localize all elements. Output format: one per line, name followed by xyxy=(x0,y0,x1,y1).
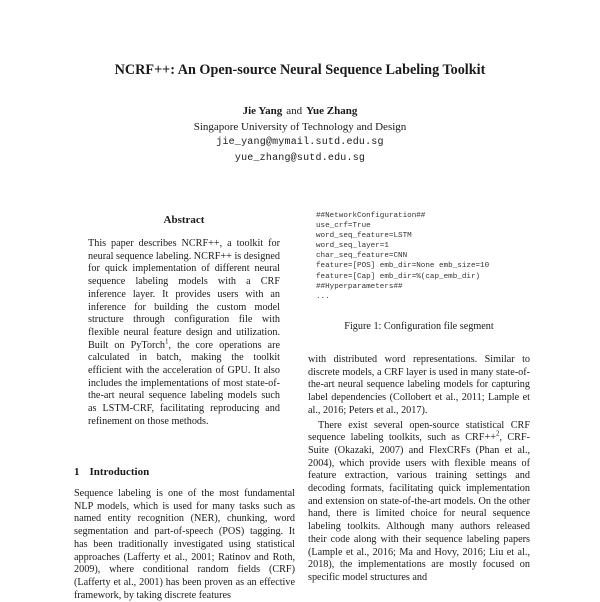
author-email-2: yue_zhang@sutd.edu.sg xyxy=(234,152,366,164)
abstract-text-part2: , the core operations are calculated in batch, making the toolkit efficient with the acceleration of GPU. It also includes the implementations of most state-of-the-art neural sequence labeling models such as LSTM-CRF, facilitating reproducing and refinement on those methods. xyxy=(88,339,280,427)
code-line: feature=[POS] emb_dir=None emb_size=10 xyxy=(316,262,490,271)
author-block xyxy=(0,104,600,166)
code-line: ... xyxy=(316,292,330,301)
author-name-1: Jie Yang xyxy=(242,105,283,117)
paper-title: NCRF++: An Open-source Neural Sequence Labeling Toolkit xyxy=(114,62,486,78)
introduction-text: Sequence labeling is one of the most fundamental NLP models, which is used for many tasks such as named entity recognition (NER), chunking, word segmentation and part-of-speech (POS) tagging. It has been traditionally investigated using statistical approaches (Lafferty et al., 2001; Ratinov and Roth, 2009), where conditional random fields (CRF) (Lafferty et al., 2001) has been proven as an effective framework, by taking discrete features xyxy=(74,488,295,601)
code-line: char_seq_feature=CNN xyxy=(316,252,408,261)
abstract-text-part1: This paper describes NCRF++, a toolkit for neural sequence labeling. NCRF++ is designed for quick implementation of different neural sequence labeling models with a CRF inference layer. It provides users with an inference for building the custom model structure through configuration file with flexible neural feature design and utilization. Built on PyTorch xyxy=(88,238,280,351)
author-and: and xyxy=(286,105,303,117)
footnote-marker-1: 1 xyxy=(165,337,169,346)
paragraph-part2: , CRF-Suite (Okazaki, 2007) and FlexCRFs (Phan et al., 2004), which provide users with flexible means of feature extraction, various training settings and decoding formats, facilitating quick implementation and extension on state-of-the-art models. On the other hand, there is limited choice for neural sequence labeling toolkits. Although many authors released their code along with their sequence labeling papers (Lample et al., 2016; Ma and Hovy, 2016; Liu et al., 2018), the implementations are mostly focused on specific model structures and xyxy=(308,432,531,583)
author-names xyxy=(0,104,600,120)
code-line: ##NetworkConfiguration## xyxy=(316,212,426,220)
abstract-heading: Abstract xyxy=(163,214,205,226)
code-line: use_crf=True xyxy=(316,222,371,231)
footnote-marker-2: 2 xyxy=(495,429,500,438)
author-name-2: Yue Zhang xyxy=(306,105,358,117)
section-heading-introduction xyxy=(74,466,294,478)
abstract-text xyxy=(88,238,280,429)
code-line: word_seq_feature=LSTM xyxy=(316,232,412,241)
config-code-block xyxy=(316,211,526,302)
paragraph: with distributed word representations. Similar to discrete models, a CRF layer is used in many state-of-the-art neural sequence labeling models for capturing label dependencies (Collobert et al., 2011; Lample et al., 2016; Peters et al., 2017). xyxy=(308,354,530,416)
section-number: 1 xyxy=(74,466,80,478)
section-title: Introduction xyxy=(89,466,150,478)
paragraph-part1: There exist several open-source statistical CRF sequence labeling toolkits, such as CRF++ xyxy=(308,419,530,444)
paragraph xyxy=(308,420,530,585)
code-line: ##Hyperparameters## xyxy=(316,282,403,291)
author-email-1: jie_yang@mymail.sutd.edu.sg xyxy=(216,137,384,148)
code-line: feature=[Cap] emb_dir=%(cap_emb_dir) xyxy=(316,272,481,281)
code-line: word_seq_layer=1 xyxy=(316,242,389,251)
right-column-text xyxy=(308,354,530,585)
figure-caption: Figure 1: Configuration file segment xyxy=(344,321,494,332)
affiliation: Singapore University of Technology and Design xyxy=(193,120,407,133)
